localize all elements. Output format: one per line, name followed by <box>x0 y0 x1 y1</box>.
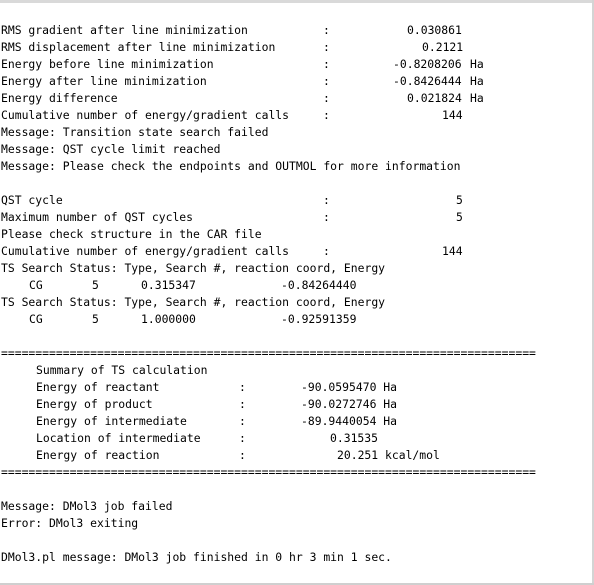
ts-status-header: TS Search Status: Type, Search #, reaction coord, Energy <box>1 261 386 275</box>
log-line-energy-after: Energy after line minimization : -0.8426444 Ha <box>1 74 484 88</box>
log-line-energy-difference: Energy difference : 0.021824 Ha <box>1 91 484 105</box>
summary-title: Summary of TS calculation <box>36 363 208 377</box>
log-final-message: DMol3.pl message: DMol3 job finished in 0 hr 3 min 1 sec. <box>1 550 392 564</box>
summary-row: Energy of product : -90.0272746 Ha <box>36 397 398 411</box>
ts-status-header: TS Search Status: Type, Search #, reaction coord, Energy <box>1 295 386 309</box>
separator-line: ============================================================================== <box>1 346 536 360</box>
ts-status-row: CG 5 0.315347 -0.84264440 <box>29 278 357 292</box>
summary-row: Energy of reactant : -90.0595470 Ha <box>36 380 398 394</box>
blank-line <box>1 532 561 549</box>
log-line-qst-cycle: QST cycle : 5 <box>1 193 463 207</box>
log-line-rms-displacement: RMS displacement after line minimization : 0.2121 <box>1 40 464 54</box>
summary-row: Energy of reaction : 20.251 kcal/mol <box>36 448 440 462</box>
blank-line <box>1 175 561 192</box>
log-message: Please check structure in the CAR file <box>1 227 262 241</box>
log-text <box>1 22 561 566</box>
log-message: Message: Transition state search failed <box>1 125 269 139</box>
separator-line: ============================================================================== <box>1 465 536 479</box>
summary-row: Energy of intermediate : -89.9440054 Ha <box>36 414 398 428</box>
log-message: Message: DMol3 job failed <box>1 499 173 513</box>
log-line-max-qst-cycles: Maximum number of QST cycles : 5 <box>1 210 463 224</box>
log-line-cumulative-calls-2: Cumulative number of energy/gradient calls : 144 <box>1 244 463 258</box>
summary-row: Location of intermediate : 0.31535 <box>36 431 379 445</box>
log-error: Error: DMol3 exiting <box>1 516 139 530</box>
log-line-rms-gradient: RMS gradient after line minimization : 0.030861 <box>1 23 462 37</box>
blank-line <box>1 481 561 498</box>
log-line-cumulative-calls: Cumulative number of energy/gradient calls : 144 <box>1 108 463 122</box>
ts-status-row: CG 5 1.000000 -0.92591359 <box>29 312 357 326</box>
top-border <box>0 0 594 3</box>
log-line-energy-before: Energy before line minimization : -0.8208206 Ha <box>1 57 484 71</box>
blank-line <box>1 328 561 345</box>
log-message: Message: Please check the endpoints and OUTMOL for more information <box>1 159 461 173</box>
log-message: Message: QST cycle limit reached <box>1 142 221 156</box>
